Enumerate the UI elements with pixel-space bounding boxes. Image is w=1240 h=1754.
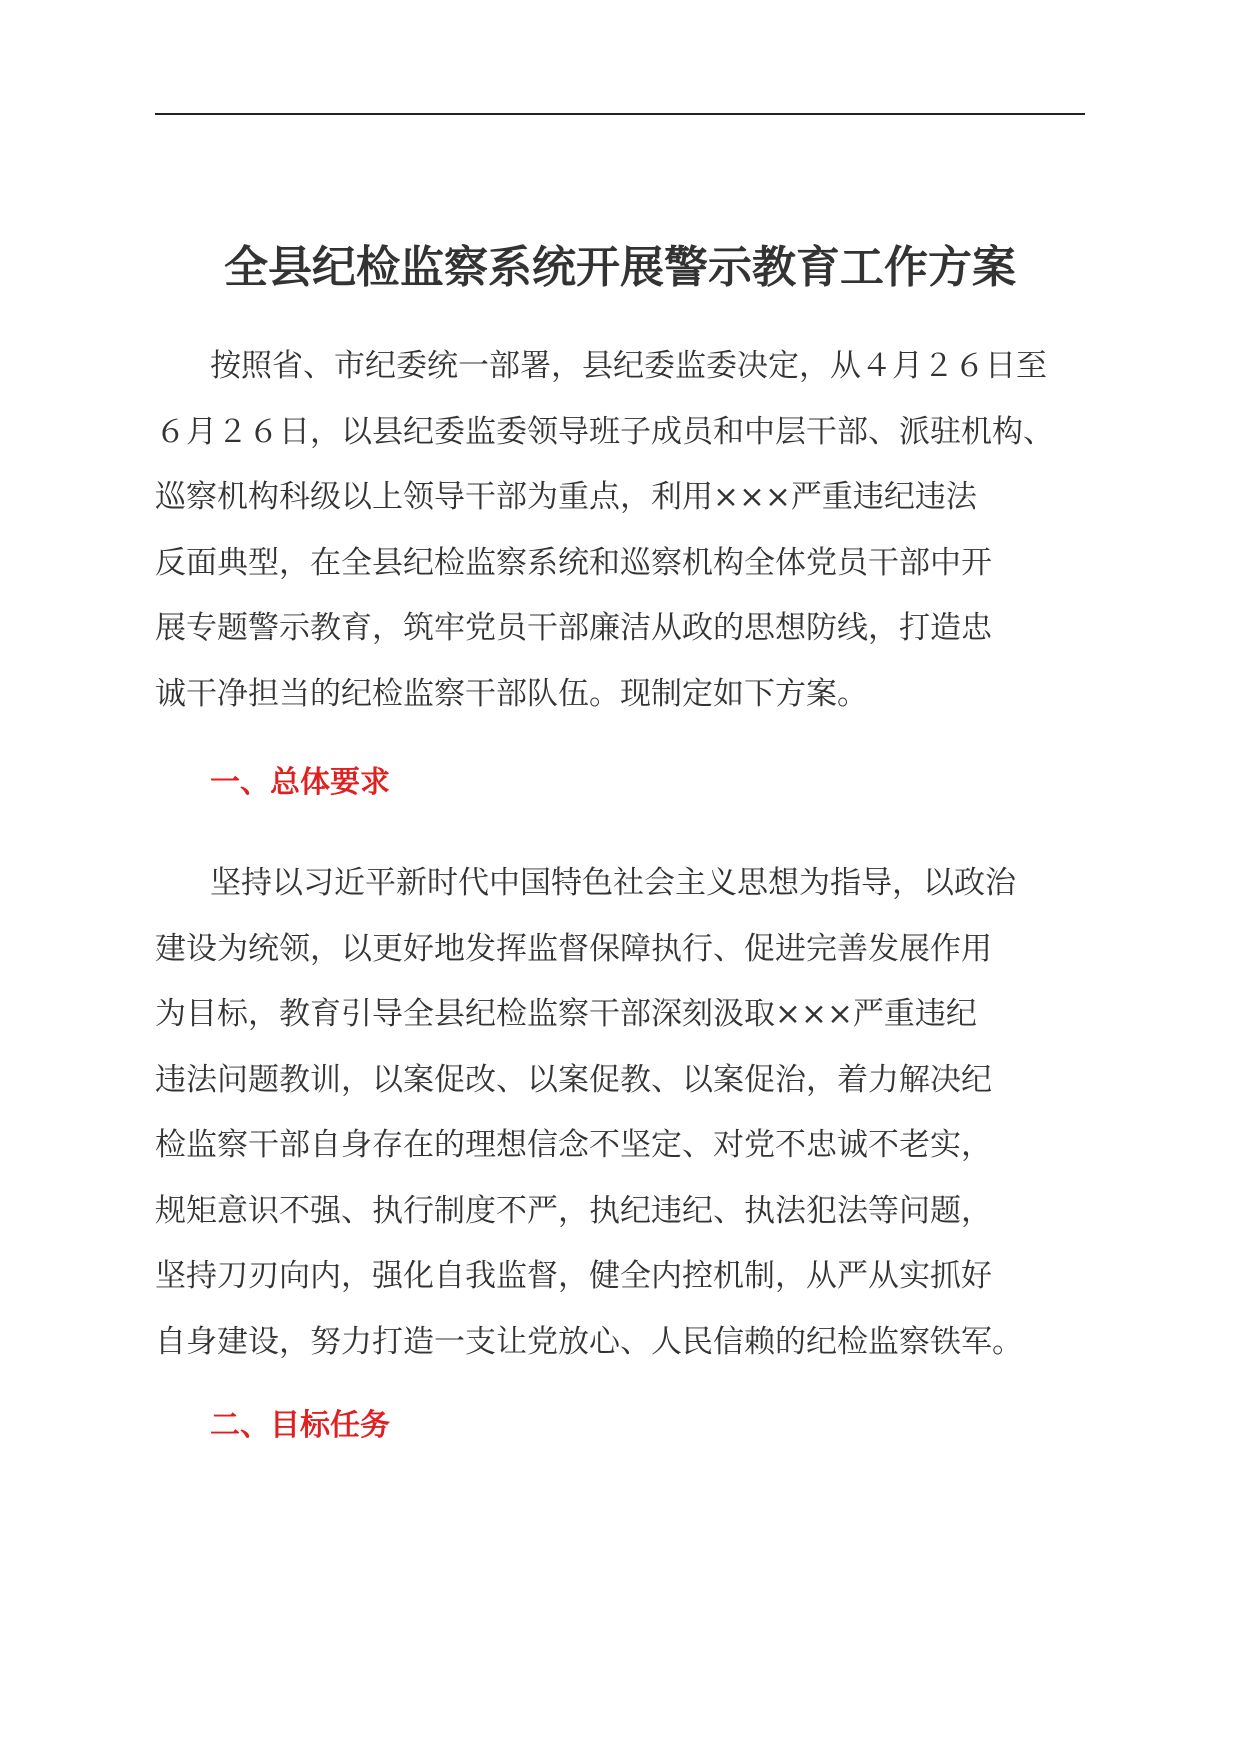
paragraph-line: 坚持以习近平新时代中国特色社会主义思想为指导，以政治 — [210, 865, 1016, 901]
paragraph-line: 按照省、市纪委统一部署，县纪委监委决定，从４月２６日至 — [210, 348, 1047, 384]
paragraph-line: 反面典型，在全县纪检监察系统和巡察机构全体党员干部中开 — [155, 544, 992, 581]
paragraph-line: 自身建设，努力打造一支让党放心、人民信赖的纪检监察铁军。 — [155, 1323, 1023, 1360]
paragraph-line: 巡察机构科级以上领导干部为重点，利用×××严重违纪违法 — [155, 479, 977, 515]
header-rule — [155, 113, 1085, 115]
section1-paragraph — [155, 851, 1085, 1375]
section-heading-goals-tasks: 二、目标任务 — [210, 1408, 390, 1443]
paragraph-line: 违法问题教训，以案促改、以案促教、以案促治，着力解决纪 — [155, 1061, 992, 1098]
intro-paragraph — [155, 334, 1085, 727]
paragraph-line: 建设为统领，以更好地发挥监督保障执行、促进完善发展作用 — [155, 930, 992, 967]
document-title: 全县纪检监察系统开展警示教育工作方案 — [224, 242, 1016, 293]
paragraph-line: 为目标，教育引导全县纪检监察干部深刻汲取×××严重违纪 — [155, 996, 977, 1032]
paragraph-line: 展专题警示教育，筑牢党员干部廉洁从政的思想防线，打造忠 — [155, 610, 992, 646]
section-heading-overall-requirements: 一、总体要求 — [210, 765, 390, 800]
paragraph-line: ６月２６日，以县纪委监委领导班子成员和中层干部、派驻机构、 — [155, 413, 1054, 450]
paragraph-line: 规矩意识不强、执行制度不严，执纪违纪、执法犯法等问题， — [155, 1192, 992, 1229]
paragraph-line: 坚持刀刃向内，强化自我监督，健全内控机制，从严从实抓好 — [155, 1258, 992, 1294]
paragraph-line: 诚干净担当的纪检监察干部队伍。现制定如下方案。 — [155, 675, 868, 712]
paragraph-line: 检监察干部自身存在的理想信念不坚定、对党不忠诚不老实， — [155, 1127, 992, 1163]
